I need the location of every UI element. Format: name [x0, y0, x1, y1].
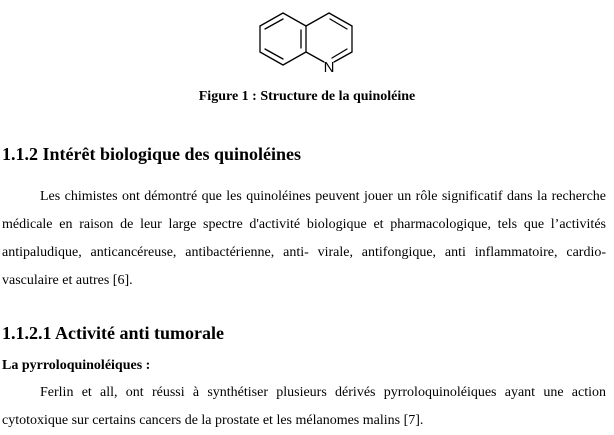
quinoline-structure-diagram: [252, 6, 362, 82]
bond-right-2: [329, 13, 352, 26]
subsection-heading: 1.1.2.1 Activité anti tumorale: [2, 323, 224, 343]
bond-left-2: [260, 52, 283, 65]
bond-left-1: [260, 13, 283, 26]
double-bond-inner-1: [265, 19, 283, 29]
bond-shared-top: [283, 13, 306, 26]
bond-right-1: [306, 13, 329, 26]
body-paragraph: Ferlin et all, ont réussi à synthétiser plusieurs dérivés pyrroloquinoléiques ayant une action cytotoxique sur certains cancers de la prostate et les mélanomes malins [7].: [2, 385, 606, 428]
bond-right-5: [306, 52, 324, 62]
section-heading: 1.1.2 Intérêt biologique des quinoléines: [2, 144, 302, 164]
nitrogen-atom-label: N: [323, 59, 335, 76]
figure-caption: Figure 1 : Structure de la quinoléine: [198, 89, 416, 104]
double-bond-inner-2: [265, 49, 283, 59]
double-bond-inner-4: [330, 19, 347, 29]
body-paragraph: Les chimistes ont démontré que les quinoléines peuvent jouer un rôle significatif dans la recherche médicale en raison de leur large spectre d'activité biologique et pharmacologique, tels que l’activités antipaludique, anticancéreuse, antibactérienne, anti- virale, antifongique, anti inflammatoire, cardio-vasculaire et autres [6].: [2, 189, 606, 288]
subsection-subheading: La pyrroloquinoléiques :: [2, 358, 151, 373]
bond-right-4: [334, 52, 352, 62]
bond-shared-bottom: [283, 52, 306, 65]
